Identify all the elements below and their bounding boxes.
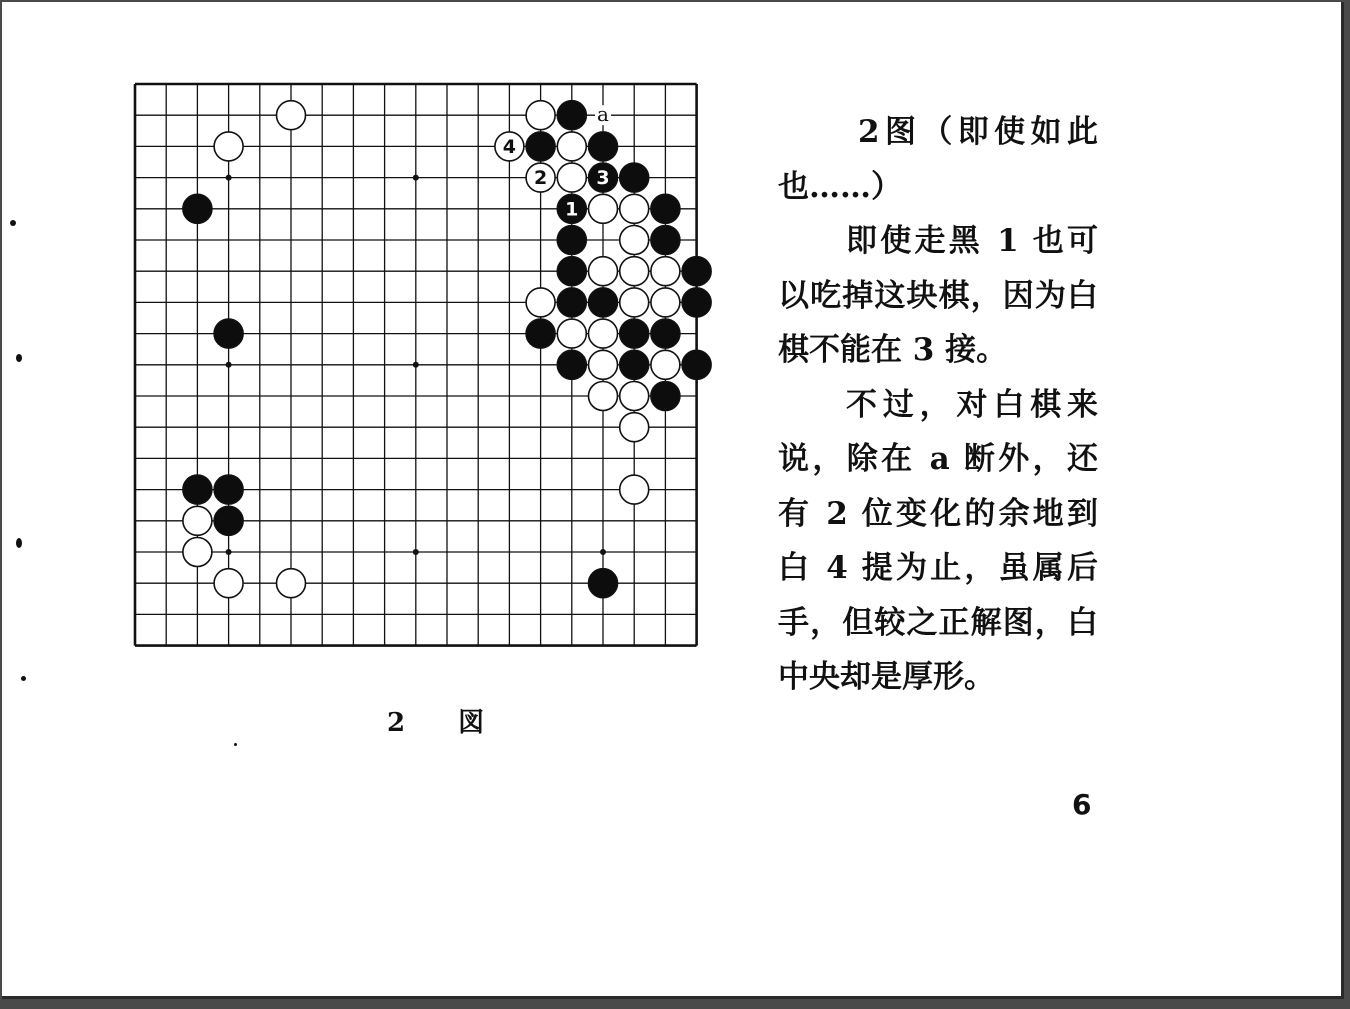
star-point <box>600 549 606 555</box>
white-stone <box>620 475 649 504</box>
black-stone <box>526 132 555 161</box>
white-stone <box>526 101 555 130</box>
black-stone <box>589 288 618 317</box>
black-stone <box>557 257 586 286</box>
white-stone <box>620 413 649 442</box>
go-board-diagram <box>122 67 712 667</box>
white-stone <box>589 319 618 348</box>
black-stone <box>214 506 243 535</box>
scan-speck <box>21 676 26 681</box>
white-stone <box>526 288 555 317</box>
black-stone <box>183 475 212 504</box>
black-stone <box>620 319 649 348</box>
black-stone <box>589 569 618 598</box>
white-stone <box>651 257 680 286</box>
black-stone <box>214 475 243 504</box>
white-stone <box>214 569 243 598</box>
move-number-label: 2 <box>533 167 548 190</box>
figure-caption: 2 図 <box>387 708 507 738</box>
black-stone <box>651 226 680 255</box>
black-stone <box>526 319 555 348</box>
black-stone <box>651 382 680 411</box>
go-board <box>122 67 712 667</box>
white-stone <box>620 257 649 286</box>
book-page <box>2 2 1344 999</box>
black-stone <box>651 194 680 223</box>
white-stone <box>589 257 618 286</box>
scan-speck <box>10 220 16 226</box>
white-stone <box>183 506 212 535</box>
white-stone <box>620 288 649 317</box>
white-stone <box>651 288 680 317</box>
page-number: 6 <box>1072 788 1092 821</box>
star-point <box>413 549 419 555</box>
white-stone <box>651 350 680 379</box>
black-stone <box>589 132 618 161</box>
move-number-label: 3 <box>596 167 610 190</box>
white-stone <box>620 194 649 223</box>
move-number-label: 1 <box>565 198 579 221</box>
move-number-label: 4 <box>502 135 517 158</box>
point-label: a <box>597 102 609 127</box>
white-stone <box>557 319 586 348</box>
star-point <box>226 362 232 368</box>
black-stone <box>620 350 649 379</box>
star-point <box>226 175 232 181</box>
commentary-text <box>778 105 1098 705</box>
section-heading: 2图（即使如此也……） <box>778 114 1098 205</box>
white-stone <box>183 538 212 567</box>
white-stone <box>557 132 586 161</box>
black-stone <box>651 319 680 348</box>
white-stone <box>214 132 243 161</box>
white-stone <box>277 101 306 130</box>
white-stone <box>589 350 618 379</box>
white-stone <box>277 569 306 598</box>
black-stone <box>557 288 586 317</box>
black-stone <box>682 288 711 317</box>
black-stone <box>682 350 711 379</box>
black-stone <box>214 319 243 348</box>
scan-speck <box>16 538 22 548</box>
white-stone <box>589 194 618 223</box>
black-stone <box>557 101 586 130</box>
white-stone <box>557 163 586 192</box>
star-point <box>226 549 232 555</box>
white-stone <box>589 382 618 411</box>
scan-speck <box>234 743 237 746</box>
black-stone <box>620 163 649 192</box>
white-stone <box>620 226 649 255</box>
paragraph-1: 即使走黑 1 也可以吃掉这块棋，因为白棋不能在 3 接。 <box>778 223 1098 368</box>
star-point <box>413 362 419 368</box>
white-stone <box>620 382 649 411</box>
black-stone <box>682 257 711 286</box>
scan-speck <box>16 354 22 362</box>
star-point <box>413 175 419 181</box>
black-stone <box>557 226 586 255</box>
black-stone <box>557 350 586 379</box>
black-stone <box>183 194 212 223</box>
paragraph-2: 不过，对白棋来说，除在 a 断外，还有 2 位变化的余地到白 4 提为止，虽属后手，但较之正解图，白中央却是厚形。 <box>778 386 1098 695</box>
